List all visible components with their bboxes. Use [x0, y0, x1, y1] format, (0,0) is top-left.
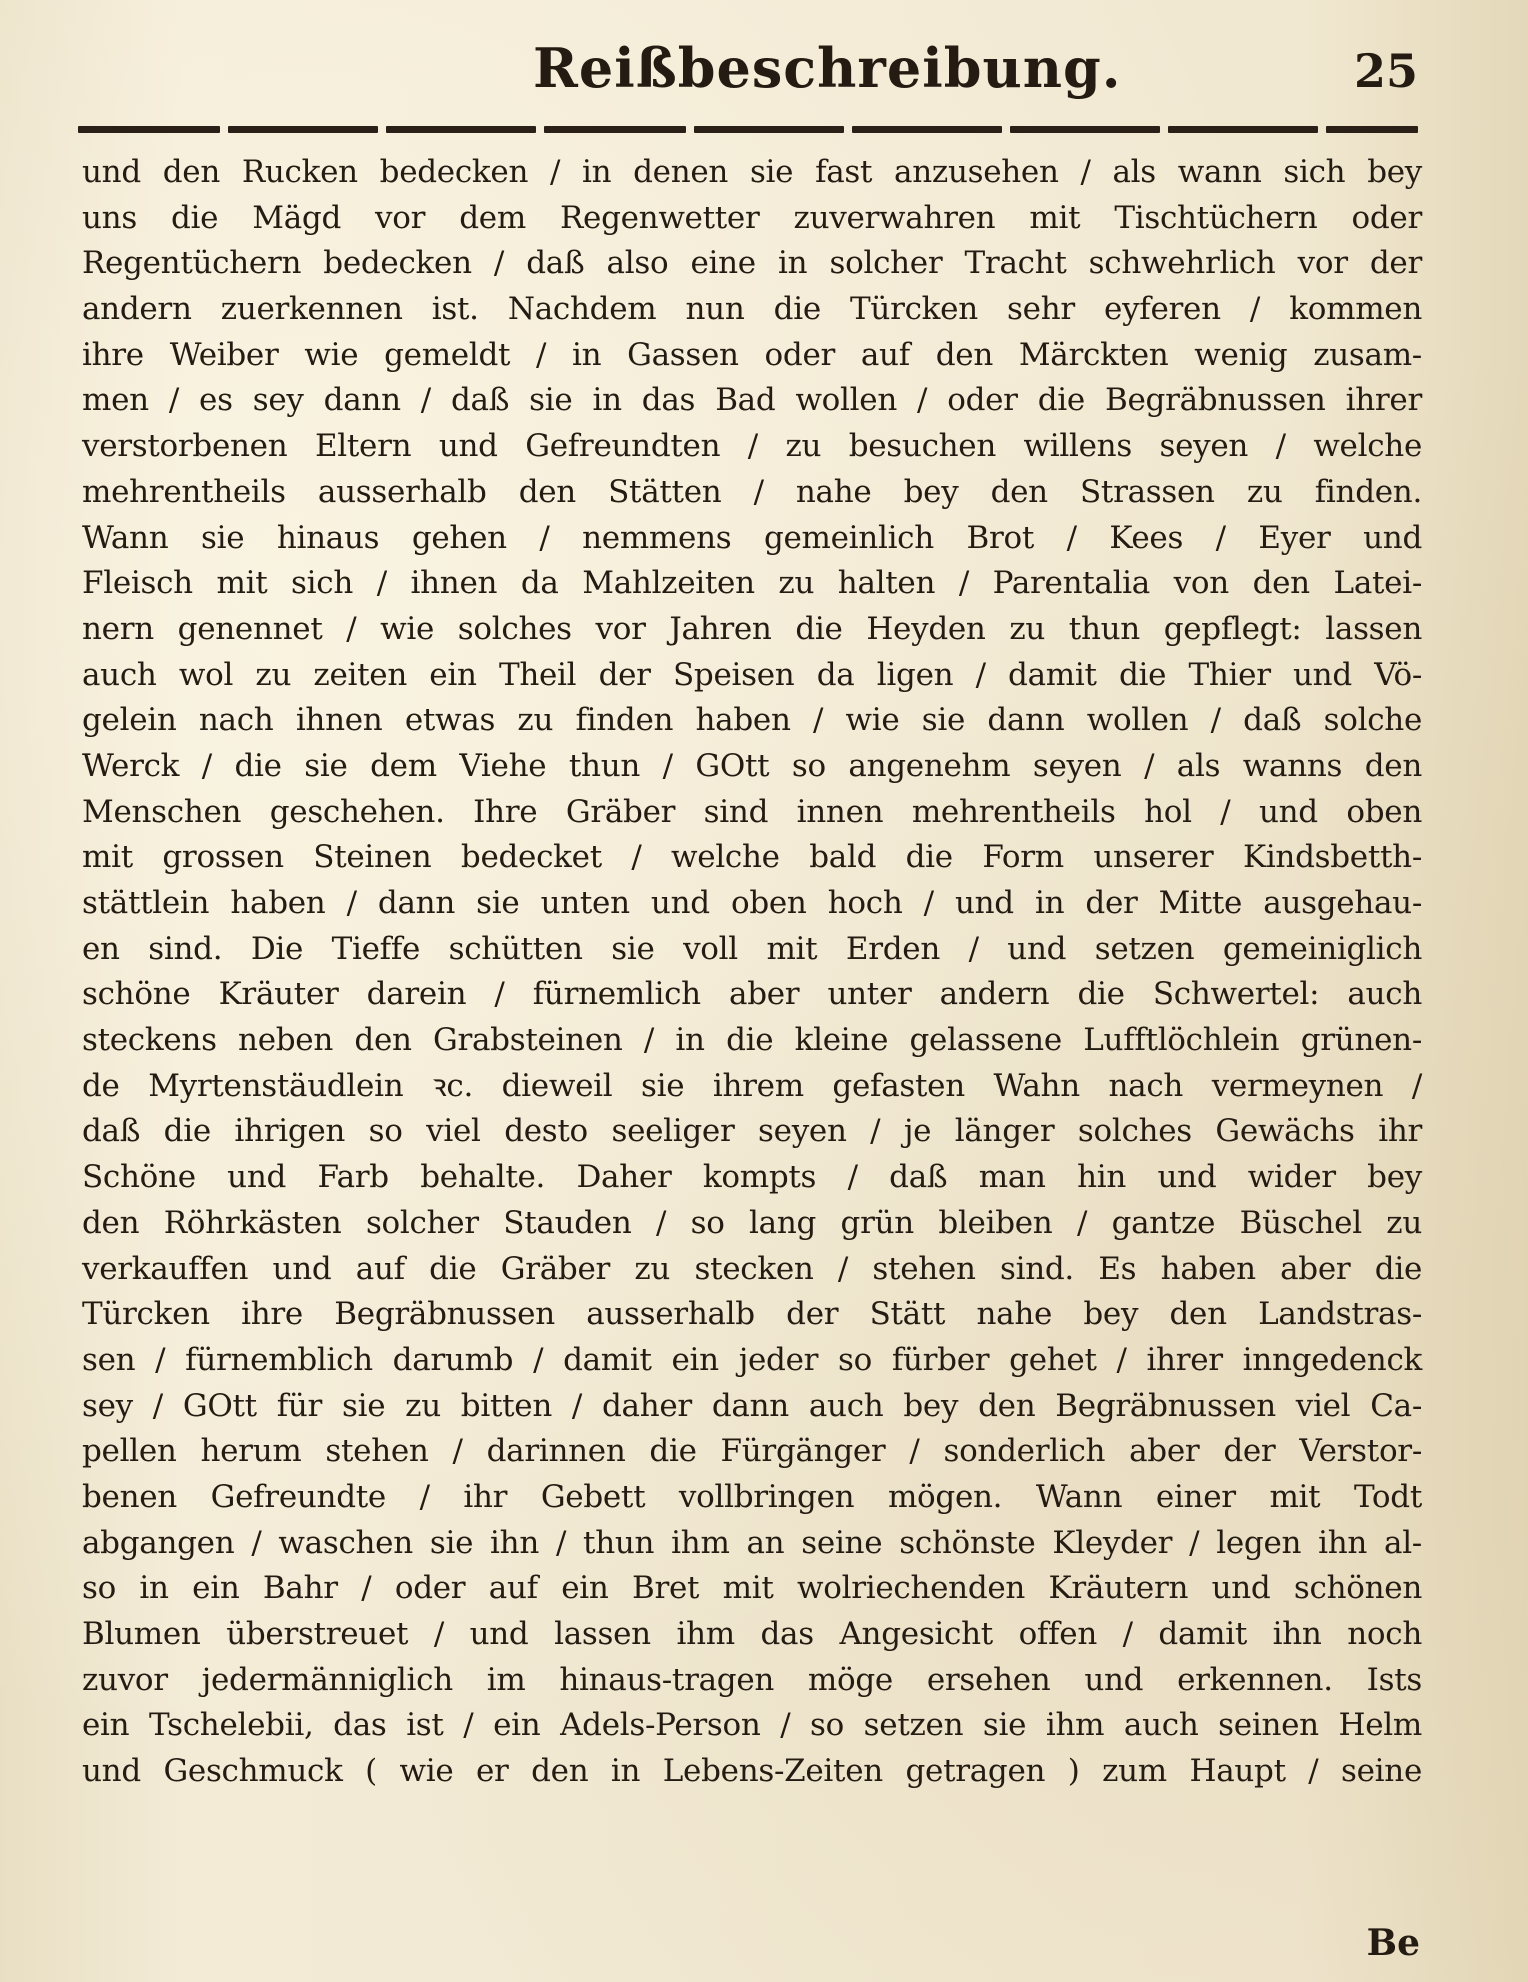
text-line: steckens neben den Grabsteinen / in die kleine gelassene Lufftlöchlein grünen- [82, 1022, 1422, 1059]
rule-segment [228, 126, 378, 133]
page-title: Reißbeschreibung. [533, 36, 1122, 100]
running-head [78, 30, 1418, 110]
rule-segment [544, 126, 686, 133]
text-line: stättlein haben / dann sie unten und oben hoch / und in der Mitte ausgehau- [82, 885, 1422, 921]
text-line: Fleisch mit sich / ihnen da Mahlzeiten zu halten / Parentalia von den Latei- [82, 565, 1422, 602]
text-line: schöne Kräuter darein / fürnemlich aber unter andern die Schwertel: auch [82, 976, 1422, 1013]
rule-segment [1168, 126, 1318, 133]
rule-segment [1010, 126, 1160, 133]
text-line: Werck / die sie dem Viehe thun / GOtt so angenehm seyen / als wanns den [82, 747, 1422, 784]
text-line: so in ein Bahr / oder auf ein Bret mit wolriechenden Kräutern und schönen [82, 1570, 1422, 1607]
text-line: gelein nach ihnen etwas zu finden haben / wie sie dann wollen / daß solche [82, 702, 1422, 739]
text-line: Regentüchern bedecken / daß also eine in solcher Tracht schwehrlich vor der [82, 245, 1422, 282]
text-line: zuvor jedermänniglich im hinaus-tragen möge ersehen und erkennen. Ists [82, 1661, 1422, 1698]
text-line: men / es sey dann / daß sie in das Bad wollen / oder die Begräbnussen ihrer [82, 382, 1422, 419]
text-line: pellen herum stehen / darinnen die Fürgänger / sonderlich aber der Verstor- [82, 1433, 1422, 1470]
text-line: nern genennet / wie solches vor Jahren die Heyden zu thun gepflegt: lassen [82, 610, 1422, 647]
rule-segment [386, 126, 536, 133]
body-text [82, 150, 1422, 1795]
text-line: en sind. Die Tieffe schütten sie voll mit Erden / und setzen gemeiniglich [82, 930, 1422, 967]
text-line: und Geschmuck ( wie er den in Lebens-Zeiten getragen ) zum Haupt / seine [82, 1753, 1422, 1790]
text-line: verstorbenen Eltern und Gefreundten / zu besuchen willens seyen / welche [82, 428, 1422, 465]
text-line: sen / fürnemblich darumb / damit ein jeder so fürber gehet / ihrer inngedenck [82, 1341, 1422, 1378]
text-line: uns die Mägd vor dem Regenwetter zuverwahren mit Tischtüchern oder [82, 199, 1422, 236]
text-line: benen Gefreundte / ihr Gebett vollbringen mögen. Wann einer mit Todt [82, 1478, 1422, 1515]
text-line: und den Rucken bedecken / in denen sie fast anzusehen / als wann sich bey [82, 154, 1422, 190]
text-line: abgangen / waschen sie ihn / thun ihm an seine schönste Kleyder / legen ihn al- [82, 1524, 1422, 1561]
text-line: Schöne und Farb behalte. Daher kompts / daß man hin und wider bey [82, 1159, 1422, 1196]
text-line: mehrentheils ausserhalb den Stätten / nahe bey den Strassen zu finden. [82, 473, 1422, 510]
text-line: den Röhrkästen solcher Stauden / so lang grün bleiben / gantze Büschel zu [82, 1204, 1422, 1241]
text-line: Wann sie hinaus gehen / nemmens gemeinlich Brot / Kees / Eyer und [82, 519, 1422, 556]
text-line: ihre Weiber wie gemeldt / in Gassen oder auf den Märckten wenig zusam- [82, 336, 1422, 373]
page-number: 25 [1353, 44, 1418, 98]
text-line: andern zuerkennen ist. Nachdem nun die Türcken sehr eyferen / kommen [82, 291, 1422, 328]
header-rule [78, 126, 1418, 134]
text-line: Türcken ihre Begräbnussen ausserhalb der Stätt nahe bey den Landstras- [82, 1296, 1422, 1333]
catchword: Be [1366, 1922, 1420, 1964]
text-line: Menschen geschehen. Ihre Gräber sind innen mehrentheils hol / und oben [82, 793, 1422, 830]
text-line: auch wol zu zeiten ein Theil der Speisen da ligen / damit die Thier und Vö- [82, 656, 1422, 693]
rule-segment [694, 126, 844, 133]
text-line: verkauffen und auf die Gräber zu stecken / stehen sind. Es haben aber die [82, 1250, 1422, 1287]
rule-segment [852, 126, 1002, 133]
text-line: ein Tschelebii, das ist / ein Adels-Person / so setzen sie ihm auch seinen Helm [82, 1707, 1422, 1744]
text-line: mit grossen Steinen bedecket / welche bald die Form unserer Kindsbetth- [82, 839, 1422, 876]
rule-segment [78, 126, 220, 133]
text-line: sey / GOtt für sie zu bitten / daher dann auch bey den Begräbnussen viel Ca- [82, 1387, 1422, 1424]
text-line: de Myrtenstäudlein ꝛc. dieweil sie ihrem gefasten Wahn nach vermeynen / [82, 1067, 1422, 1104]
text-line: Blumen überstreuet / und lassen ihm das Angesicht offen / damit ihn noch [82, 1616, 1422, 1652]
rule-segment [1326, 126, 1418, 133]
text-line: daß die ihrigen so viel desto seeliger seyen / je länger solches Gewächs ihr [82, 1113, 1422, 1150]
